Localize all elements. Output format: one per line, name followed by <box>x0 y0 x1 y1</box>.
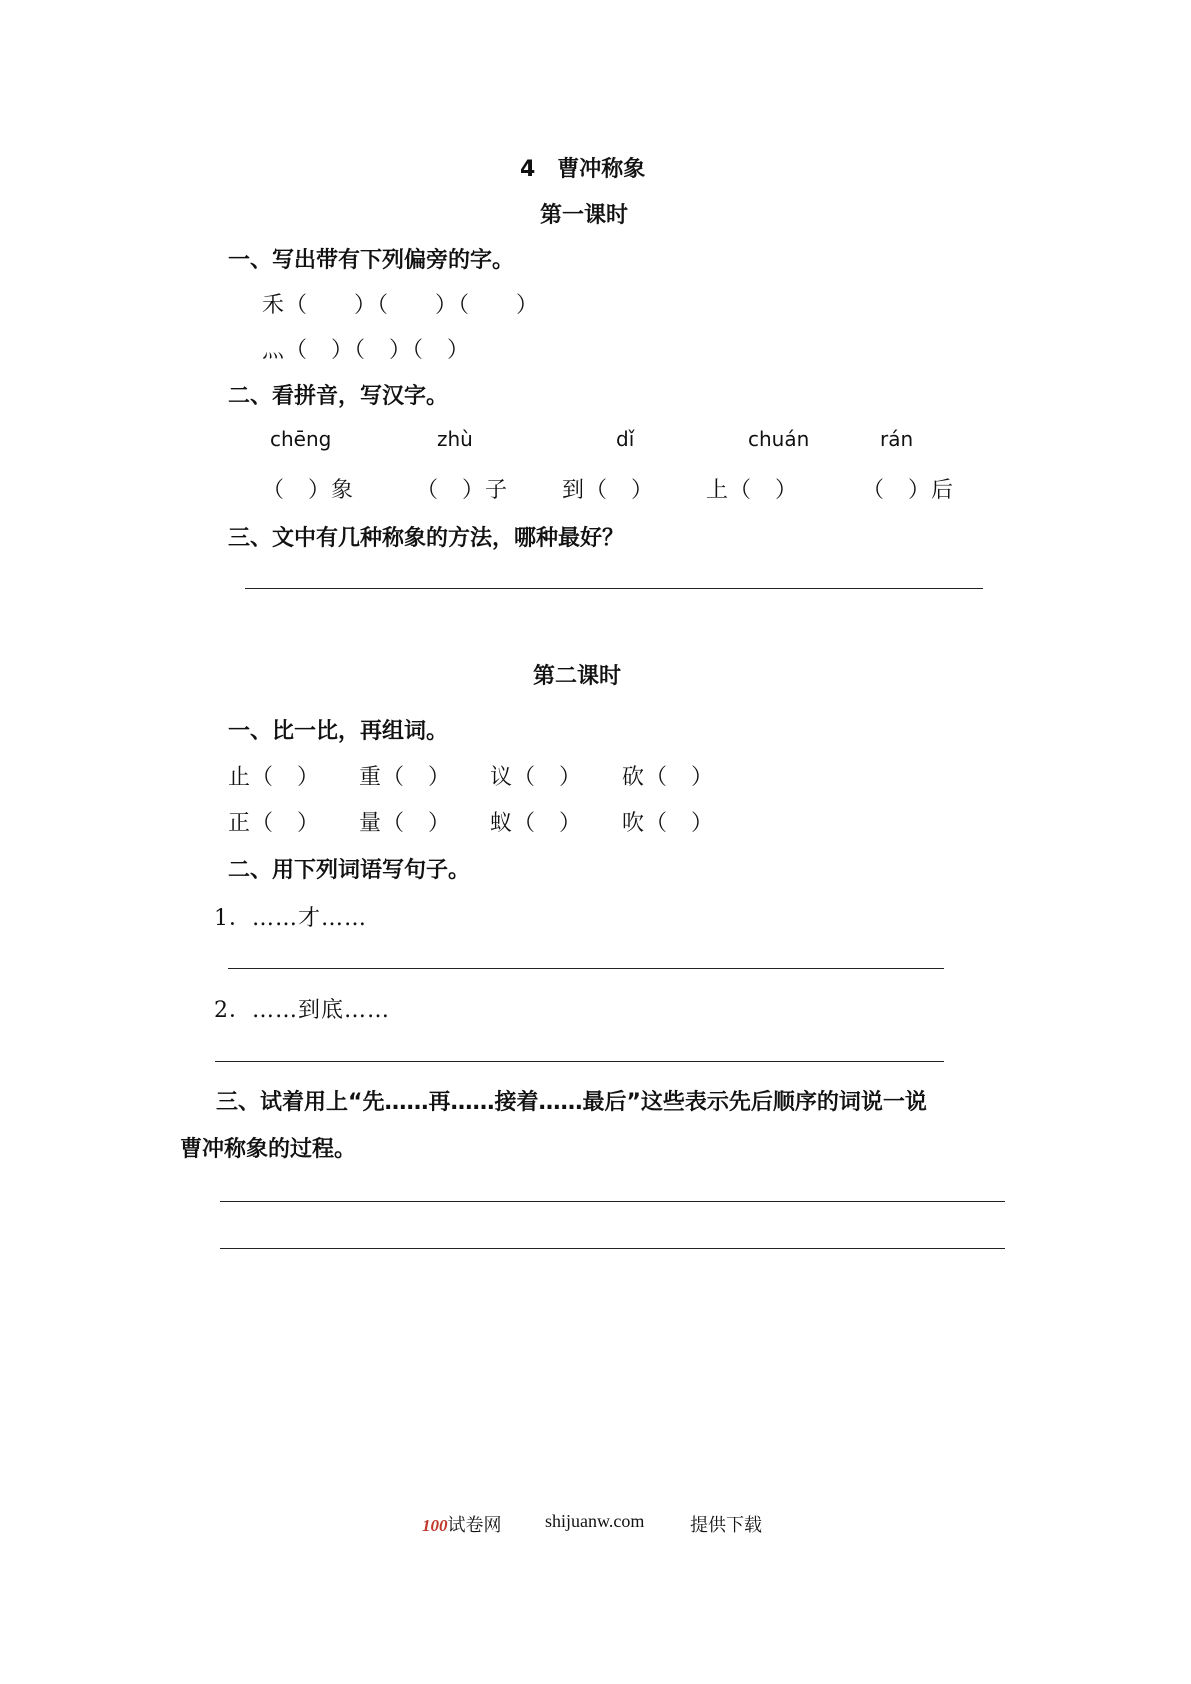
answer-line <box>220 1201 1005 1202</box>
lesson2-q1-label: 一、比一比，再组词。 <box>228 719 449 744</box>
compare-yi: 议（ ） <box>490 765 583 790</box>
compare-liang: 量（ ） <box>359 811 452 836</box>
footer-brand: 试卷网 <box>447 1515 502 1535</box>
lesson1-q3-label: 三、文中有几种称象的方法，哪种最好？ <box>228 526 625 551</box>
lesson1-q1-label: 一、写出带有下列偏旁的字。 <box>228 248 515 273</box>
compare-kan: 砍（ ） <box>622 765 715 790</box>
footer-site-link[interactable]: shijuanw.com <box>545 1511 645 1531</box>
footer-note: 提供下载 <box>690 1515 762 1535</box>
answer-line <box>228 968 944 969</box>
blank-zi: （ ）子 <box>416 478 509 503</box>
compare-zhi: 止（ ） <box>228 765 321 790</box>
radical-row-huo: 灬（ ）（ ）（ ） <box>262 338 471 363</box>
compare-zhong: 重（ ） <box>359 765 452 790</box>
compare-yi2: 蚁（ ） <box>490 811 583 836</box>
compare-chui: 吹（ ） <box>622 811 715 836</box>
radical-row-he: 禾（ ）（ ）（ ） <box>262 293 540 318</box>
pinyin-zhu: zhù <box>437 427 473 451</box>
page-title: 4 曹冲称象 <box>520 157 646 182</box>
blank-dao: 到（ ） <box>562 478 655 503</box>
lesson2-heading: 第二课时 <box>533 664 622 689</box>
pinyin-cheng: chēng <box>270 427 332 451</box>
answer-line <box>220 1248 1005 1249</box>
site-logo: 100 <box>422 1516 448 1535</box>
sentence-item-2: 2．……到底…… <box>214 998 390 1023</box>
blank-hou: （ ）后 <box>862 478 955 503</box>
pinyin-chuan: chuán <box>748 427 810 451</box>
lesson1-heading: 第一课时 <box>540 203 629 228</box>
lesson2-q2-label: 二、用下列词语写句子。 <box>228 858 471 883</box>
blank-xiang: （ ）象 <box>262 478 355 503</box>
blank-shang: 上（ ） <box>706 478 799 503</box>
pinyin-di: dǐ <box>616 427 635 451</box>
lesson2-q3-line2: 曹冲称象的过程。 <box>180 1137 357 1162</box>
pinyin-ran: rán <box>880 427 914 451</box>
answer-line <box>245 588 983 589</box>
lesson1-q2-label: 二、看拼音，写汉字。 <box>228 384 449 409</box>
sentence-item-1: 1．……才…… <box>214 906 367 931</box>
footer <box>422 1511 502 1537</box>
compare-zheng: 正（ ） <box>228 811 321 836</box>
lesson2-q3-line1: 三、试着用上“先……再……接着……最后”这些表示先后顺序的词说一说 <box>216 1090 927 1115</box>
answer-line <box>215 1061 944 1062</box>
